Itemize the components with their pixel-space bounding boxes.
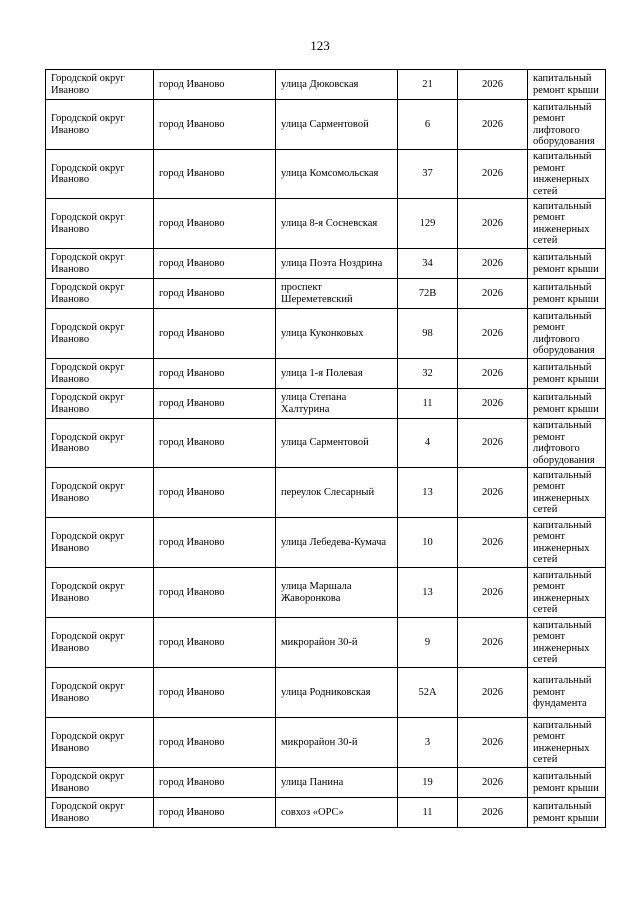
district-cell: Городской округ Иваново: [46, 309, 154, 359]
city-cell: город Иваново: [154, 309, 276, 359]
house-number-cell: 98: [398, 309, 458, 359]
street-cell: улица Сарментовой: [276, 419, 398, 468]
house-number-cell: 4: [398, 419, 458, 468]
house-number-cell: 21: [398, 70, 458, 100]
table-row: [46, 668, 606, 718]
table-row: [46, 568, 606, 618]
table-row: [46, 798, 606, 828]
table-row: [46, 70, 606, 100]
city-cell: город Иваново: [154, 468, 276, 518]
district-cell: Городской округ Иваново: [46, 70, 154, 100]
district-cell: Городской округ Иваново: [46, 718, 154, 768]
year-cell: 2026: [458, 279, 528, 309]
year-cell: 2026: [458, 618, 528, 668]
table-row: [46, 279, 606, 309]
table-row: [46, 718, 606, 768]
district-cell: Городской округ Иваново: [46, 468, 154, 518]
work-type-cell: капитальный ремонт крыши: [528, 249, 606, 279]
house-number-cell: 6: [398, 100, 458, 150]
work-type-cell: капитальный ремонт крыши: [528, 768, 606, 798]
year-cell: 2026: [458, 100, 528, 150]
work-type-cell: капитальный ремонт крыши: [528, 359, 606, 389]
table-row: [46, 309, 606, 359]
house-number-cell: 13: [398, 568, 458, 618]
year-cell: 2026: [458, 468, 528, 518]
year-cell: 2026: [458, 518, 528, 568]
district-cell: Городской округ Иваново: [46, 359, 154, 389]
street-cell: улица Панина: [276, 768, 398, 798]
city-cell: город Иваново: [154, 798, 276, 828]
work-type-cell: капитальный ремонт инженерных сетей: [528, 468, 606, 518]
year-cell: 2026: [458, 668, 528, 718]
city-cell: город Иваново: [154, 389, 276, 419]
house-number-cell: 9: [398, 618, 458, 668]
street-cell: улица Поэта Ноздрина: [276, 249, 398, 279]
year-cell: 2026: [458, 798, 528, 828]
table-row: [46, 150, 606, 199]
table-row: [46, 100, 606, 150]
work-type-cell: капитальный ремонт крыши: [528, 389, 606, 419]
house-number-cell: 10: [398, 518, 458, 568]
table-row: [46, 389, 606, 419]
district-cell: Городской округ Иваново: [46, 150, 154, 199]
work-type-cell: капитальный ремонт лифтового оборудования: [528, 100, 606, 150]
city-cell: город Иваново: [154, 100, 276, 150]
work-type-cell: капитальный ремонт инженерных сетей: [528, 150, 606, 199]
street-cell: улица Дюковская: [276, 70, 398, 100]
city-cell: город Иваново: [154, 199, 276, 249]
year-cell: 2026: [458, 150, 528, 199]
city-cell: город Иваново: [154, 668, 276, 718]
work-type-cell: капитальный ремонт крыши: [528, 798, 606, 828]
district-cell: Городской округ Иваново: [46, 199, 154, 249]
table-row: [46, 199, 606, 249]
table-row: [46, 618, 606, 668]
city-cell: город Иваново: [154, 568, 276, 618]
house-number-cell: 3: [398, 718, 458, 768]
house-number-cell: 37: [398, 150, 458, 199]
house-number-cell: 32: [398, 359, 458, 389]
table-row: [46, 419, 606, 468]
district-cell: Городской округ Иваново: [46, 279, 154, 309]
year-cell: 2026: [458, 768, 528, 798]
city-cell: город Иваново: [154, 150, 276, 199]
city-cell: город Иваново: [154, 249, 276, 279]
district-cell: Городской округ Иваново: [46, 389, 154, 419]
table-row: [46, 518, 606, 568]
year-cell: 2026: [458, 389, 528, 419]
house-number-cell: 13: [398, 468, 458, 518]
work-type-cell: капитальный ремонт лифтового оборудования: [528, 309, 606, 359]
street-cell: улица Степана Халтурина: [276, 389, 398, 419]
district-cell: Городской округ Иваново: [46, 618, 154, 668]
city-cell: город Иваново: [154, 768, 276, 798]
city-cell: город Иваново: [154, 70, 276, 100]
district-cell: Городской округ Иваново: [46, 798, 154, 828]
street-cell: улица Лебедева-Кумача: [276, 518, 398, 568]
city-cell: город Иваново: [154, 718, 276, 768]
district-cell: Городской округ Иваново: [46, 568, 154, 618]
work-type-cell: капитальный ремонт фундамента: [528, 668, 606, 718]
street-cell: переулок Слесарный: [276, 468, 398, 518]
table-body: [46, 70, 606, 828]
street-cell: улица 8-я Сосневская: [276, 199, 398, 249]
table-row: [46, 768, 606, 798]
year-cell: 2026: [458, 249, 528, 279]
year-cell: 2026: [458, 359, 528, 389]
year-cell: 2026: [458, 309, 528, 359]
work-type-cell: капитальный ремонт инженерных сетей: [528, 618, 606, 668]
work-type-cell: капитальный ремонт инженерных сетей: [528, 199, 606, 249]
district-cell: Городской округ Иваново: [46, 100, 154, 150]
district-cell: Городской округ Иваново: [46, 419, 154, 468]
house-number-cell: 52А: [398, 668, 458, 718]
work-type-cell: капитальный ремонт инженерных сетей: [528, 518, 606, 568]
work-type-cell: капитальный ремонт крыши: [528, 70, 606, 100]
street-cell: улица Куконковых: [276, 309, 398, 359]
year-cell: 2026: [458, 199, 528, 249]
district-cell: Городской округ Иваново: [46, 249, 154, 279]
district-cell: Городской округ Иваново: [46, 668, 154, 718]
street-cell: проспект Шереметевский: [276, 279, 398, 309]
district-cell: Городской округ Иваново: [46, 768, 154, 798]
city-cell: город Иваново: [154, 279, 276, 309]
street-cell: улица Комсомольская: [276, 150, 398, 199]
work-type-cell: капитальный ремонт инженерных сетей: [528, 568, 606, 618]
table-row: [46, 359, 606, 389]
house-number-cell: 72В: [398, 279, 458, 309]
table-row: [46, 249, 606, 279]
year-cell: 2026: [458, 568, 528, 618]
street-cell: микрорайон 30-й: [276, 618, 398, 668]
street-cell: совхоз «ОРС»: [276, 798, 398, 828]
house-number-cell: 129: [398, 199, 458, 249]
street-cell: улица Сарментовой: [276, 100, 398, 150]
work-type-cell: капитальный ремонт лифтового оборудования: [528, 419, 606, 468]
house-number-cell: 34: [398, 249, 458, 279]
city-cell: город Иваново: [154, 419, 276, 468]
year-cell: 2026: [458, 718, 528, 768]
house-number-cell: 11: [398, 389, 458, 419]
work-type-cell: капитальный ремонт крыши: [528, 279, 606, 309]
street-cell: улица Маршала Жаворонкова: [276, 568, 398, 618]
table-row: [46, 468, 606, 518]
city-cell: город Иваново: [154, 618, 276, 668]
house-number-cell: 19: [398, 768, 458, 798]
city-cell: город Иваново: [154, 518, 276, 568]
work-type-cell: капитальный ремонт инженерных сетей: [528, 718, 606, 768]
house-number-cell: 11: [398, 798, 458, 828]
street-cell: улица Родниковская: [276, 668, 398, 718]
year-cell: 2026: [458, 419, 528, 468]
street-cell: улица 1-я Полевая: [276, 359, 398, 389]
city-cell: город Иваново: [154, 359, 276, 389]
year-cell: 2026: [458, 70, 528, 100]
repair-schedule-table: [45, 69, 606, 828]
street-cell: микрорайон 30-й: [276, 718, 398, 768]
district-cell: Городской округ Иваново: [46, 518, 154, 568]
page-number: 123: [310, 38, 330, 53]
